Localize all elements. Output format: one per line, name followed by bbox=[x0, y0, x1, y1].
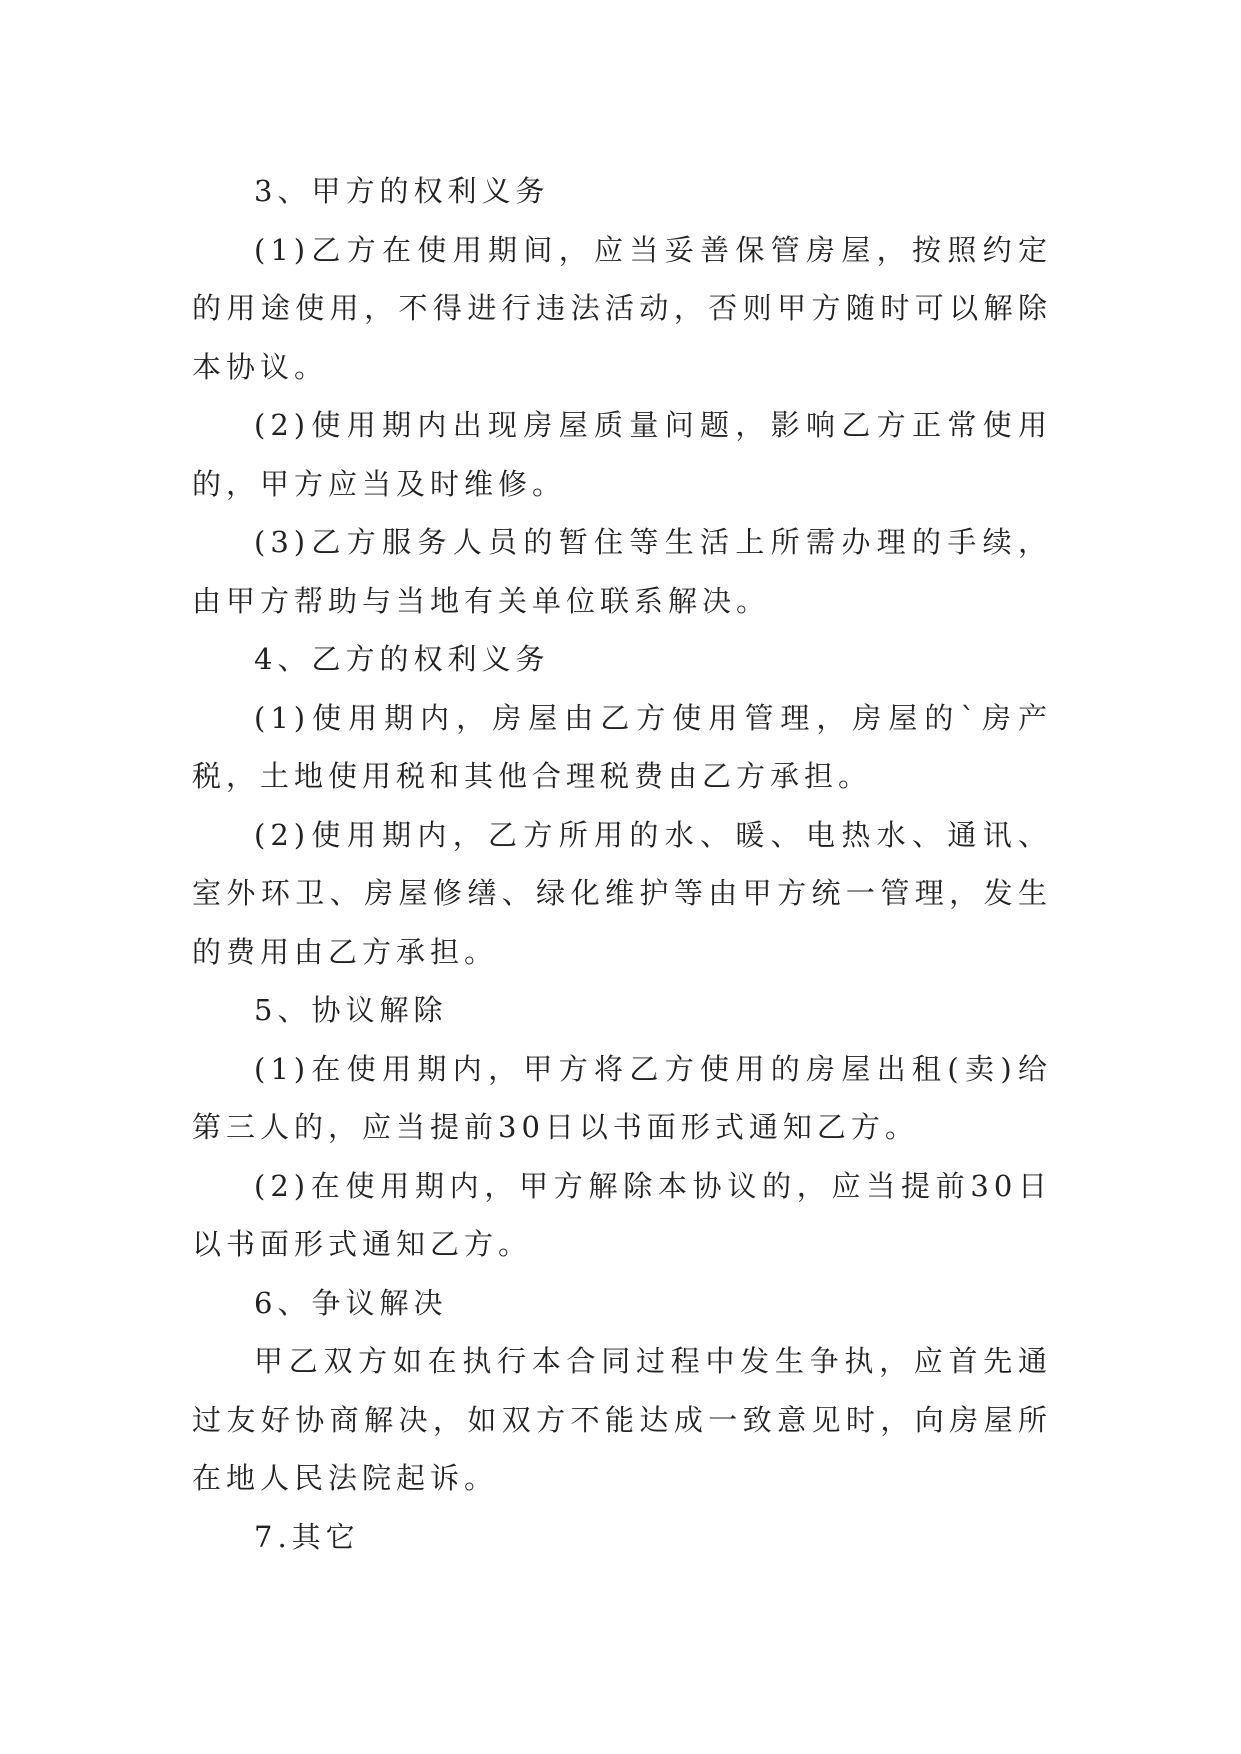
section-heading-dispute: 6、争议解决 bbox=[254, 1285, 448, 1320]
clause-3-2: (2)使用期内出现房屋质量问题，影响乙方正常使用的，甲方应当及时维修。 bbox=[192, 408, 1052, 501]
clause-4-1: (1)使用期内，房屋由乙方使用管理，房屋的`房产税，土地使用税和其他合理税费由乙方承担。 bbox=[192, 700, 1052, 793]
clause-3-1: (1)乙方在使用期间，应当妥善保管房屋，按照约定的用途使用，不得进行违法活动，否则甲方随时可以解除本协议。 bbox=[192, 232, 1052, 384]
clause-5-2: (2)在使用期内，甲方解除本协议的，应当提前30日以书面形式通知乙方。 bbox=[192, 1168, 1052, 1261]
clause-6-body: 甲乙双方如在执行本合同过程中发生争执，应首先通过友好协商解决，如双方不能达成一致意见时，向房屋所在地人民法院起诉。 bbox=[192, 1344, 1052, 1495]
clause-3-3: (3)乙方服务人员的暂住等生活上所需办理的手续，由甲方帮助与当地有关单位联系解决。 bbox=[192, 525, 1052, 618]
clause-4-2: (2)使用期内，乙方所用的水、暖、电热水、通讯、室外环卫、房屋修缮、绿化维护等由甲方统一管理，发生的费用由乙方承担。 bbox=[192, 817, 1052, 969]
section-heading-party-b-rights: 4、乙方的权利义务 bbox=[254, 642, 550, 676]
section-heading-other: 7.其它 bbox=[254, 1519, 360, 1554]
section-heading-party-a-rights: 3、甲方的权利义务 bbox=[254, 174, 550, 208]
section-heading-termination: 5、协议解除 bbox=[254, 993, 448, 1027]
document-page bbox=[192, 162, 1052, 1566]
clause-5-1: (1)在使用期内，甲方将乙方使用的房屋出租(卖)给第三人的，应当提前30日以书面形式通知乙方。 bbox=[192, 1051, 1052, 1144]
